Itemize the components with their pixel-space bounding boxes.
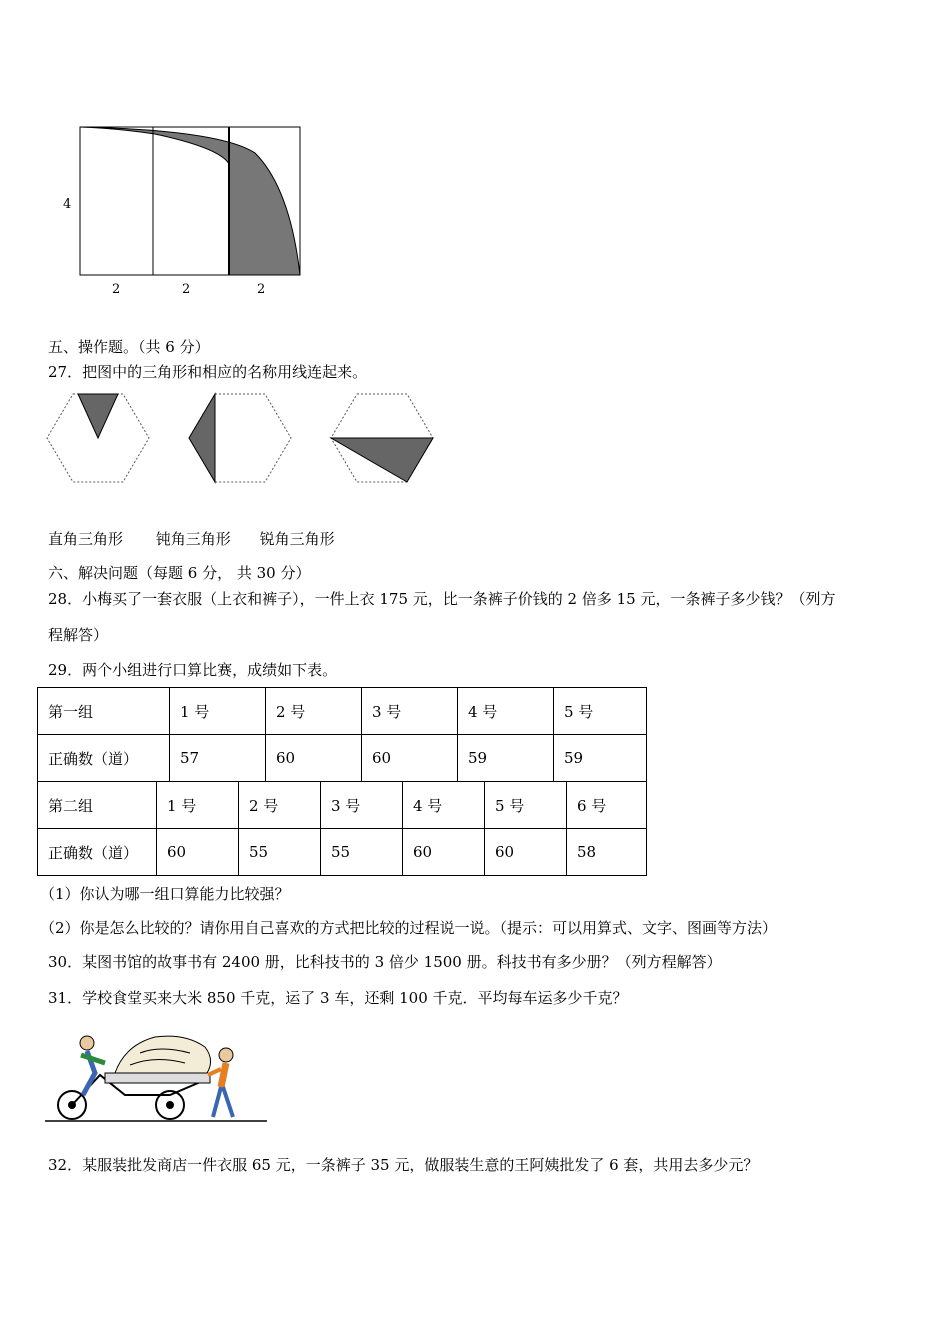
triangle-names [48, 528, 335, 549]
height-label: 4 [63, 197, 72, 212]
width-label-1: 2 [112, 282, 121, 297]
acute-triangle [78, 394, 118, 438]
hexagon-triangle-figures [45, 390, 445, 490]
section-6-title: 六、解决问题（每题 6 分， 共 30 分） [48, 564, 311, 582]
right-triangle [331, 438, 433, 482]
score-table-group-2 [37, 781, 647, 829]
width-label-3: 2 [257, 282, 266, 297]
section-5-title: 五、操作题。（共 6 分） [48, 338, 210, 356]
question-27: 27．把图中的三角形和相应的名称用线连起来。 [48, 363, 368, 381]
score-table-group-1 [37, 687, 647, 735]
question-29-sub2: （2）你是怎么比较的？请你用自己喜欢的方式把比较的过程说一说。（提示：可以用算式、文字、图画等方法） [40, 919, 778, 937]
width-label-2: 2 [182, 282, 191, 297]
question-30: 30．某图书馆的故事书有 2400 册，比科技书的 3 倍少 1500 册。科技书有多少册？（列方程解答） [48, 953, 722, 971]
question-28-line2: 程解答） [48, 626, 109, 644]
shaded-area-figure [55, 118, 315, 303]
name-right-triangle: 直角三角形 [48, 530, 124, 548]
question-32: 32．某服装批发商店一件衣服 65 元，一条裤子 35 元，做服装生意的王阿姨批发了 6 套，共用去多少元？ [48, 1156, 759, 1174]
obtuse-triangle [189, 394, 215, 482]
table-row: 正确数（道） 60 55 55 60 60 58 [38, 829, 647, 876]
question-28-line1: 28．小梅买了一套衣服（上衣和裤子），一件上衣 175 元，比一条裤子价钱的 2 倍多 15 元，一条裤子多少钱？（列方 [48, 590, 836, 608]
question-31: 31．学校食堂买来大米 850 千克，运了 3 车，还剩 100 千克．平均每车运多少千克？ [48, 989, 628, 1007]
rice-tricycle-illustration [45, 1025, 270, 1125]
name-obtuse-triangle: 钝角三角形 [155, 530, 231, 548]
question-29-sub1: （1）你认为哪一组口算能力比较强？ [40, 885, 290, 903]
score-table-group-2-scores [37, 828, 647, 876]
name-acute-triangle: 锐角三角形 [259, 530, 335, 548]
question-29: 29．两个小组进行口算比赛，成绩如下表。 [48, 661, 338, 679]
table-row: 正确数（道） 57 60 60 59 59 [38, 735, 647, 782]
table-row: 第一组 1 号 2 号 3 号 4 号 5 号 [38, 688, 647, 735]
score-table-group-1-scores [37, 734, 647, 782]
table-row: 第二组 1 号 2 号 3 号 4 号 5 号 6 号 [38, 782, 647, 829]
